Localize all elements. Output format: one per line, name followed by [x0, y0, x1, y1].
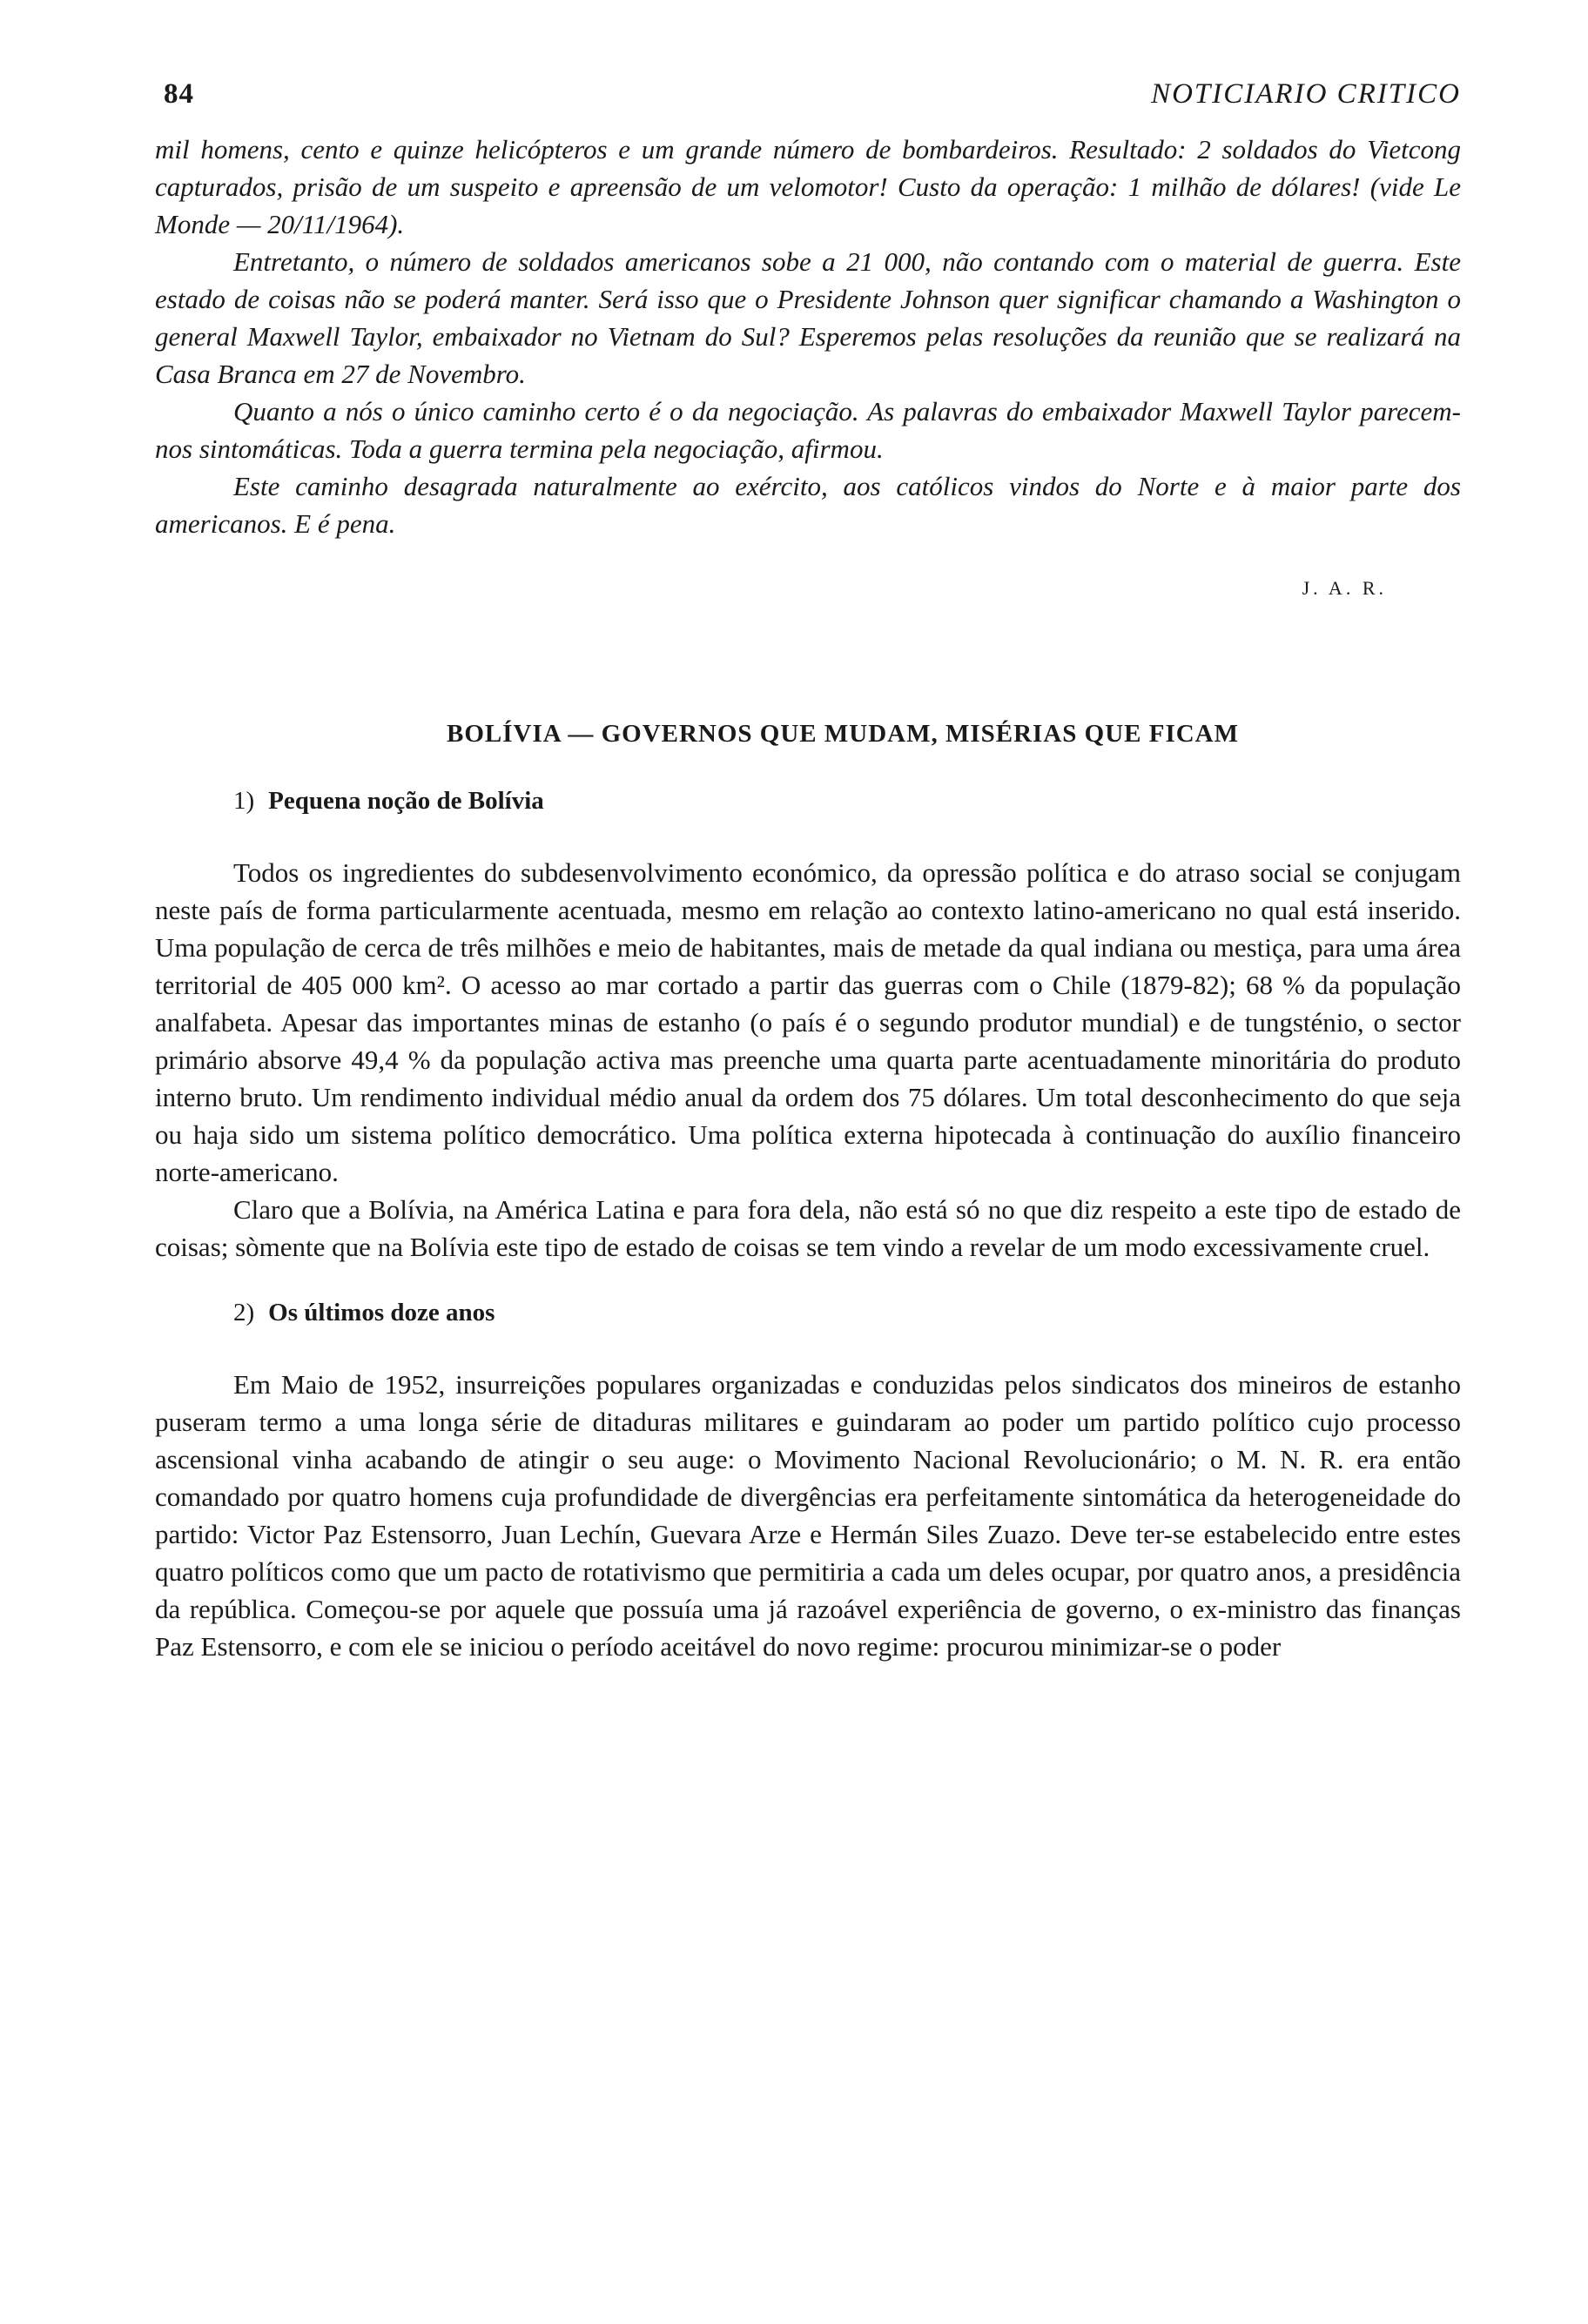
author-signature: J. A. R. — [1302, 577, 1387, 599]
section-heading-text: Pequena noção de Bolívia — [268, 787, 544, 815]
paragraph: Quanto a nós o único caminho certo é o da negociação. As palavras do embaixador Maxwell Taylor parecem-nos sintomáticas. Toda a guerra termina pela negociação, afirmou. — [155, 396, 1461, 464]
paragraph: Todos os ingredientes do subdesenvolvimento económico, da opressão política e do atraso social se conjugam neste país de forma particularmente acentuada, mesmo em relação ao contexto latino-americano no qual está inserido. Uma população de cerca de três milhões e meio de habitantes, mais de metade da qual indiana ou mestiça, para uma área territorial de 405 000 km². O acesso ao mar cortado a partir das guerras com o Chile (1879-82); 68 % da população analfabeta. Apesar das importantes minas de estanho (o país é o segundo produtor mundial) e de tungsténio, o sector primário absorve 49,4 % da população activa mas preenche uma quarta parte acentuadamente minoritária do produto interno bruto. Um rendimento individual médio anual da ordem dos 75 dólares. Um total desconhecimento do que seja ou haja sido um sistema político democrático. Uma política externa hipotecada à continuação do auxílio financeiro norte-americano. — [155, 857, 1461, 1187]
section-number: 1) — [233, 787, 255, 815]
page-number: 84 — [164, 78, 194, 110]
journal-title: NOTICIARIO CRITICO — [1151, 78, 1461, 110]
section-heading — [233, 1299, 1461, 1327]
paragraph: Em Maio de 1952, insurreições populares organizadas e conduzidas pelos sindicatos dos mineiros de estanho puseram termo a uma longa série de ditaduras militares e guindaram ao poder um partido político cujo processo ascensional vinha acabando de atingir o seu auge: o Movimento Nacional Revolucionário; o M. N. R. era então comandado por quatro homens cuja profundidade de divergências era perfeitamente sintomática da heterogeneidade do partido: Victor Paz Estensorro, Juan Lechín, Guevara Arze e Hermán Siles Zuazo. Deve ter-se estabelecido entre estes quatro políticos como que um pacto de rotativismo que permitiria a cada um deles ocupar, por quatro anos, a presidência da república. Começou-se por aquele que possuía uma já razoável experiência de governo, o ex-ministro das finanças Paz Estensorro, e com ele se iniciou o período aceitável do novo regime: procurou minimizar-se o poder — [155, 1369, 1461, 1662]
paragraph: Entretanto, o número de soldados americanos sobe a 21 000, não contando com o material de guerra. Este estado de coisas não se poderá manter. Será isso que o Presidente Johnson quer significar chamando a Washington o general Maxwell Taylor, embaixador no Vietnam do Sul? Esperemos pelas resoluções da reunião que se realizará na Casa Branca em 27 de Novembro. — [155, 246, 1461, 389]
article-vietnam-continuation — [155, 131, 1461, 600]
article-title: BOLÍVIA — GOVERNOS QUE MUDAM, MISÉRIAS QUE FICAM — [446, 720, 1239, 748]
running-head — [155, 78, 1461, 131]
paragraph: Este caminho desagrada naturalmente ao exército, aos católicos vindos do Norte e à maior parte dos americanos. E é pena. — [155, 471, 1461, 539]
document-page — [155, 78, 1461, 1665]
section-heading-text: Os últimos doze anos — [268, 1299, 495, 1327]
section-heading — [233, 787, 1461, 816]
section-number: 2) — [233, 1299, 255, 1327]
paragraph: mil homens, cento e quinze helicópteros e um grande número de bombardeiros. Resultado: 2 soldados do Vietcong capturados, prisão de um suspeito e apreensão de um velomotor! Custo da operação: 1 milhão de dólares! (vide Le Monde — 20/11/1964). — [155, 134, 1461, 239]
article-bolivia — [155, 720, 1461, 1665]
paragraph: Claro que a Bolívia, na América Latina e para fora dela, não está só no que diz respeito a este tipo de estado de coisas; sòmente que na Bolívia este tipo de estado de coisas se tem vindo a revelar de um modo excessivamente cruel. — [155, 1194, 1461, 1262]
